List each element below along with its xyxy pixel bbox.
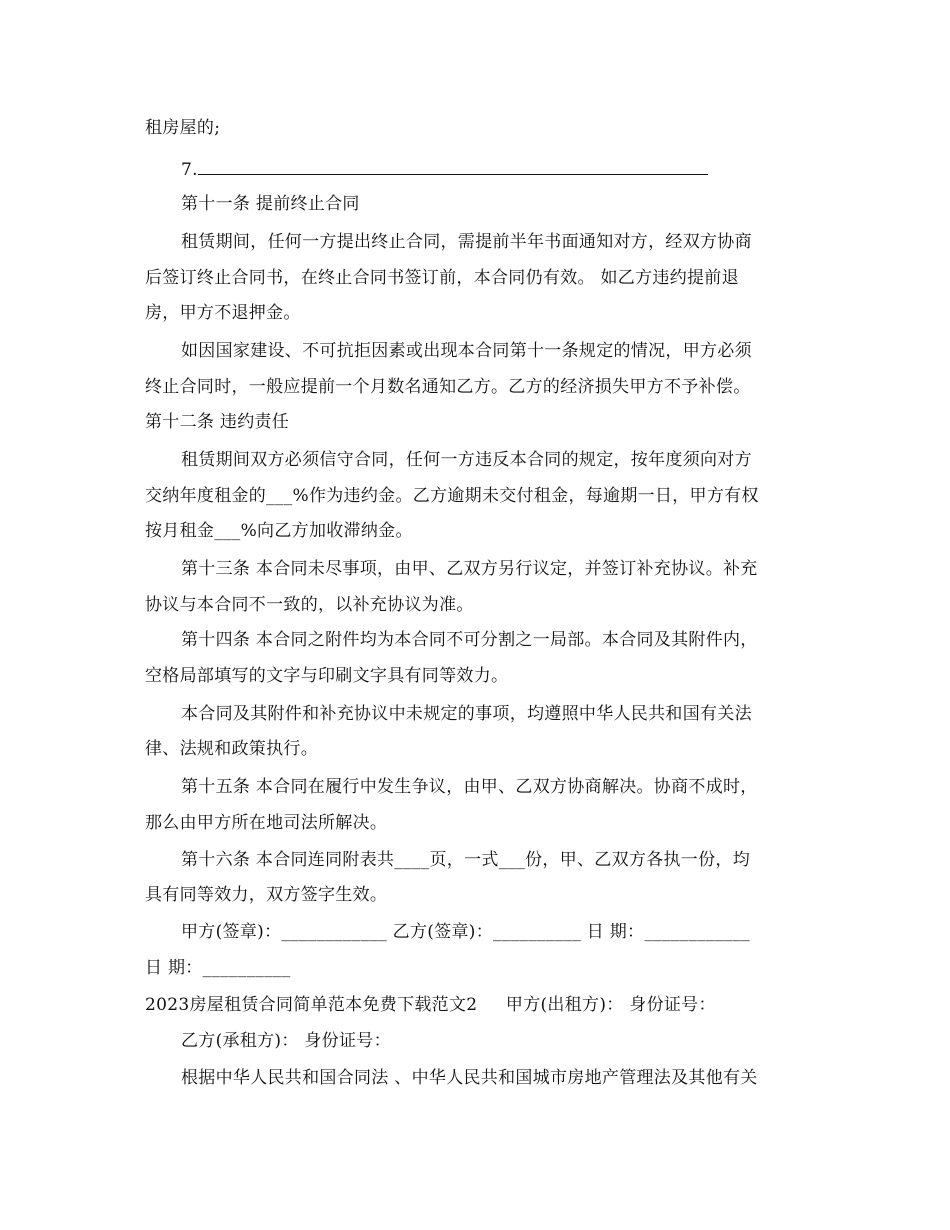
signature-line: 甲方(签章)：____________ 乙方(签章)：__________ 日 期：____________	[181, 922, 750, 942]
item-number: 7.	[181, 160, 198, 180]
text-line: 租房屋的;	[145, 118, 221, 138]
date-line: 日 期：__________	[145, 958, 291, 978]
text-line: 第十五条 本合同在履行中发生争议，由甲、乙双方协商解决。协商不成时，	[181, 777, 758, 797]
clause-item-7	[181, 158, 708, 182]
section-heading: 第十二条 违约责任	[145, 412, 290, 432]
text-line: 第十六条 本合同连同附表共____页，一式___份，甲、乙双方各执一份，均	[181, 850, 751, 870]
text-line: 具有同等效力，双方签字生效。	[145, 885, 388, 905]
text-line: 第十三条 本合同未尽事项，由甲、乙双方另行议定，并签订补充协议。补充	[181, 559, 758, 579]
text-line: 根据中华人民共和国合同法 、中华人民共和国城市房地产管理法及其他有关	[181, 1068, 758, 1088]
text-line: 本合同及其附件和补充协议中未规定的事项，均遵照中华人民共和国有关法	[181, 704, 752, 724]
text-line: 房，甲方不退押金。	[145, 303, 301, 323]
text-line: 终止合同时，一般应提前一个月数名通知乙方。乙方的经济损失甲方不予补偿。	[145, 377, 751, 397]
text-line: 租赁期间，任何一方提出终止合同，需提前半年书面通知对方，经双方协商	[181, 232, 752, 252]
text-line: 那么由甲方所在地司法所解决。	[145, 813, 388, 833]
text-line: 如因国家建设、不可抗拒因素或出现本合同第十一条规定的情况，甲方必须	[181, 341, 752, 361]
text-line: 交纳年度租金的___%作为违约金。乙方逾期未交付租金，每逾期一日，甲方有权	[145, 486, 759, 506]
text-line: 律、法规和政策执行。	[145, 739, 318, 759]
text-line: 协议与本合同不一致的，以补充协议为准。	[145, 595, 474, 615]
blank-underline	[198, 158, 708, 175]
document-title-line: 2023房屋租赁合同简单范本免费下载范文2 甲方(出租方)： 身份证号：	[145, 995, 716, 1015]
section-heading: 第十一条 提前终止合同	[181, 194, 360, 214]
text-line: 后签订终止合同书，在终止合同书签订前，本合同仍有效。 如乙方违约提前退	[145, 268, 739, 288]
text-line: 按月租金___%向乙方加收滞纳金。	[145, 521, 413, 541]
text-line: 空格局部填写的文字与印刷文字具有同等效力。	[145, 666, 509, 686]
tenant-line: 乙方(承租方)： 身份证号：	[181, 1031, 391, 1051]
text-line: 第十四条 本合同之附件均为本合同不可分割之一局部。本合同及其附件内，	[181, 630, 758, 650]
text-line: 租赁期间双方必须信守合同，任何一方违反本合同的规定，按年度须向对方	[181, 450, 752, 470]
